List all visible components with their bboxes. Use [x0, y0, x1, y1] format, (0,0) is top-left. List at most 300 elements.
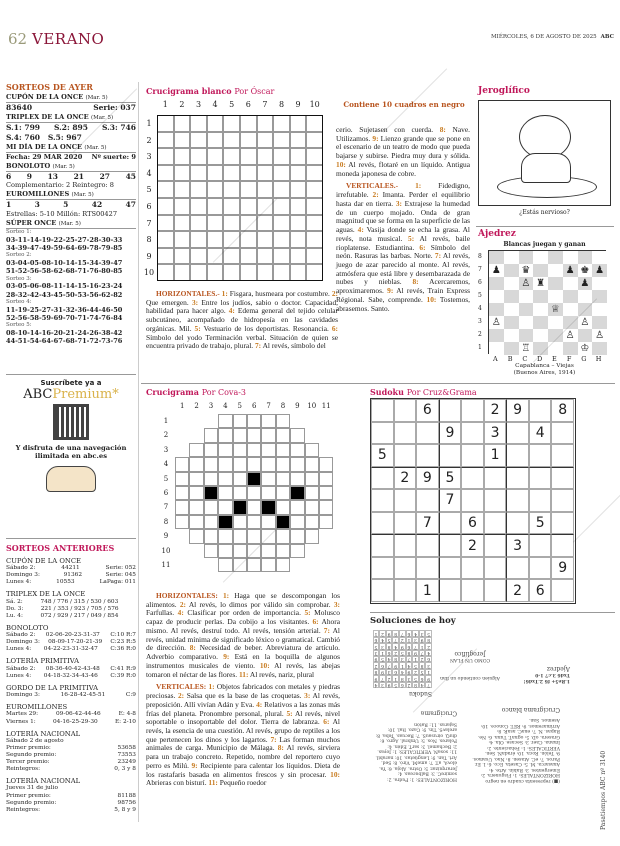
crossword-cell[interactable]	[175, 500, 189, 514]
solution-cell: 6	[394, 669, 398, 675]
crossword-cell[interactable]	[319, 472, 333, 486]
crossword-cell[interactable]	[261, 443, 275, 457]
sudoku-cell[interactable]	[551, 422, 574, 445]
sudoku-cell[interactable]	[416, 444, 439, 467]
sudoku-cell[interactable]	[394, 489, 417, 512]
row-number: 2	[146, 135, 152, 145]
chess-square	[504, 329, 519, 342]
chess-square	[563, 303, 578, 316]
crossword-cell[interactable]	[233, 428, 247, 442]
chess-square	[548, 251, 563, 264]
crossword-cell[interactable]	[290, 544, 304, 558]
section-title: VERANO	[32, 30, 105, 48]
crossword-cell[interactable]	[247, 486, 261, 500]
crossword-cell[interactable]	[276, 457, 290, 471]
solution-cell: 4	[387, 656, 391, 662]
cova-horizontales: HORIZONTALES: 1: Haga que se descompongan los alimentos. 2: Al revés, lo dimos por válido sin comprobar. 3: Farfullas. 4: Clasificar por orden de importancia. 5: Molusco capaz de producir perlas. Da cobijo a los visitantes. 6: Ahora mismo. Al revés, destruí todo. Al revés, tensión arterial. 7: Al revés, unidad mínima de significado léxico o gramatical. Cambió de dirección. 8: Necesidad de beber. Abreviatura de artículo. Adverbio comparativo. 9: Está en la boquilla de algunos instrumentos musicales de viento. 10: Al revés, las abejas tomaron el néctar de las flores. 11: Al revés, nariz, plural	[146, 591, 340, 679]
crossword-cell[interactable]	[276, 544, 290, 558]
sudoku-cell[interactable]	[529, 399, 552, 422]
crossword-cell[interactable]	[218, 544, 232, 558]
result-cell: 072 / 929 / 217 / 049 / 854	[40, 612, 119, 619]
sudoku-cell[interactable]	[394, 422, 417, 445]
sudoku-cell[interactable]	[439, 399, 462, 422]
sudoku-cell[interactable]	[394, 512, 417, 535]
chess-board[interactable]	[488, 250, 606, 354]
crossword-cell[interactable]	[204, 428, 218, 442]
sudoku-cell[interactable]	[484, 467, 507, 490]
jeroglifico-title: Jeroglífico	[478, 86, 530, 96]
crossword-cell[interactable]	[276, 500, 290, 514]
crossword-cell[interactable]	[189, 486, 203, 500]
chess-square	[533, 277, 548, 290]
result-cell: Sábado 2:	[6, 565, 36, 572]
crossword-cell[interactable]	[204, 515, 218, 529]
result-block	[6, 730, 136, 774]
chess-square	[578, 251, 593, 264]
crossword-cell[interactable]	[247, 414, 261, 428]
sudoku-cell[interactable]: 6	[461, 512, 484, 535]
crossword-cell[interactable]	[276, 472, 290, 486]
row-number: 3	[146, 152, 152, 162]
sudoku-cell[interactable]	[371, 512, 394, 535]
row-number: 7	[163, 503, 169, 512]
crossword-cell[interactable]	[204, 544, 218, 558]
crossword-cell[interactable]	[247, 515, 261, 529]
crossword-cell[interactable]	[218, 443, 232, 457]
sudoku-cell[interactable]	[461, 422, 484, 445]
chess-piece-g1: ♔	[580, 343, 590, 354]
crossword-cell[interactable]	[276, 558, 290, 572]
crossword-cell[interactable]	[319, 486, 333, 500]
crossword-cell[interactable]	[233, 414, 247, 428]
crossword-cell[interactable]	[189, 515, 203, 529]
sudoku-cell[interactable]: 8	[551, 399, 574, 422]
section-heading: SORTEOS DE AYER	[6, 82, 93, 92]
divider	[141, 383, 341, 384]
crossword-cell[interactable]	[204, 472, 218, 486]
solution-cell: 5	[420, 669, 424, 675]
brand: ABC	[600, 34, 614, 40]
sudoku-cell[interactable]	[461, 467, 484, 490]
cova-clues	[146, 592, 340, 788]
column-number: 6	[251, 402, 257, 410]
jeroglifico-caption: ¿Estás nervioso?	[519, 209, 570, 216]
crossword-cell[interactable]	[261, 457, 275, 471]
crossword-cell[interactable]	[276, 414, 290, 428]
bonoloto-extra: Complementario: 2 Reintegro: 8	[6, 181, 114, 190]
sudoku-cell[interactable]	[394, 579, 417, 602]
crossword-cell[interactable]	[218, 529, 232, 543]
sudoku-cell[interactable]	[416, 557, 439, 580]
solution-cell: 3	[374, 650, 378, 655]
sudoku-cell[interactable]: 9	[439, 422, 462, 445]
chess-square	[592, 329, 607, 342]
crossword-cell[interactable]	[290, 428, 304, 442]
crossword-cell[interactable]	[290, 472, 304, 486]
solution-cell: 8	[374, 669, 378, 675]
sudoku-cell[interactable]: 2	[461, 534, 484, 557]
sudoku-cell[interactable]: 7	[416, 512, 439, 535]
sudoku-cell[interactable]	[506, 444, 529, 467]
sudoku-cell[interactable]	[484, 579, 507, 602]
rank-label: 6	[478, 279, 482, 286]
chess-piece-g3: ♙	[580, 317, 590, 328]
solution-cell: 1	[407, 637, 411, 643]
sudoku-cell[interactable]	[439, 579, 462, 602]
crossword-cell[interactable]	[261, 414, 275, 428]
result-row	[6, 666, 136, 673]
column-number: 10	[309, 100, 320, 109]
solution-cell: 1	[374, 630, 378, 636]
crossword-cell[interactable]	[218, 457, 232, 471]
sorteo-numbers: 11-19-25-27-31-32-36-44-46-50	[6, 305, 123, 314]
row-number: 4	[146, 168, 152, 178]
premium-promo[interactable]	[6, 374, 136, 492]
chess-piece-g6: ♟	[580, 278, 590, 289]
crossword-cell[interactable]	[233, 443, 247, 457]
sudoku-cell[interactable]	[506, 422, 529, 445]
crossword-cell[interactable]	[290, 457, 304, 471]
column-number: 2	[179, 100, 185, 109]
result-row	[6, 572, 136, 579]
column-number: 8	[278, 100, 285, 109]
crossword-cell[interactable]	[233, 544, 247, 558]
sudoku-cell[interactable]: 1	[484, 444, 507, 467]
result-block	[6, 657, 136, 679]
crossword-cell[interactable]	[175, 472, 189, 486]
sudoku-cell[interactable]	[551, 467, 574, 490]
sudoku-cell[interactable]: 3	[484, 422, 507, 445]
crossword-cell[interactable]	[204, 486, 218, 500]
crossword-cell[interactable]	[233, 486, 247, 500]
rank-label: 7	[478, 266, 482, 273]
solution-cell: 6	[387, 650, 391, 655]
sudoku-cell[interactable]	[506, 512, 529, 535]
sudoku-cell[interactable]	[529, 467, 552, 490]
chess-square	[489, 290, 504, 303]
jeroglifico-solution: Alguien contiendo un flan COMO UN FLAN Jeroglífico	[440, 650, 500, 681]
solution-cell: 5	[427, 630, 431, 636]
crossword-cell[interactable]	[305, 515, 319, 529]
crossword-cell[interactable]	[319, 515, 333, 529]
solution-cell: 3	[387, 669, 391, 675]
sudoku-cell[interactable]	[394, 399, 417, 422]
chess-square	[548, 264, 563, 277]
crossword-cell[interactable]	[290, 515, 304, 529]
sudoku-cell[interactable]	[551, 534, 574, 557]
crossword-cell[interactable]	[261, 428, 275, 442]
sudoku-cell[interactable]	[551, 444, 574, 467]
solution-cell: 4	[420, 682, 424, 687]
row-number: 5	[163, 474, 169, 483]
sudoku-cell[interactable]	[371, 422, 394, 445]
crossword-cell[interactable]	[290, 486, 304, 500]
sudoku-cell[interactable]: 2	[394, 467, 417, 490]
qr-code-icon[interactable]	[53, 404, 89, 440]
crossword-cell[interactable]	[233, 472, 247, 486]
sorteo-label: Sorteo 4:	[6, 298, 32, 305]
result-row	[6, 579, 136, 586]
sudoku-cell[interactable]	[461, 489, 484, 512]
sudoku-cell[interactable]: 4	[529, 422, 552, 445]
result-row	[6, 752, 136, 759]
sudoku-cell[interactable]: 6	[529, 579, 552, 602]
crossword-cell[interactable]	[261, 544, 275, 558]
crossword-cell[interactable]	[261, 486, 275, 500]
solution-cell: 8	[394, 656, 398, 662]
sudoku-cell[interactable]	[461, 557, 484, 580]
chess-square	[578, 277, 593, 290]
sudoku-solution	[372, 630, 432, 688]
row-number: 10	[161, 546, 171, 555]
solution-cell: 5	[414, 662, 417, 668]
sudoku-cell[interactable]: 5	[371, 444, 394, 467]
solution-cell: 9	[387, 630, 391, 636]
sudoku-grid[interactable]	[370, 398, 576, 604]
sudoku-cell[interactable]	[371, 534, 394, 557]
crossword-cell[interactable]	[305, 486, 319, 500]
crossword-cell[interactable]	[189, 529, 203, 543]
sudoku-cell[interactable]	[439, 557, 462, 580]
crossword-cell[interactable]	[204, 529, 218, 543]
crossword-cell[interactable]	[218, 486, 232, 500]
crossword-cell[interactable]	[233, 457, 247, 471]
triplex-row: S.4: 760 S.5: 967	[6, 132, 82, 142]
block-heading: LOTERÍA NACIONAL	[6, 777, 81, 786]
result-block	[6, 703, 136, 725]
column-number: 8	[280, 402, 286, 410]
column-number: 4	[212, 100, 218, 109]
chess-piece-c1: ♖	[521, 343, 531, 354]
pasatiempos-issue: Pasatiempos ABC nº 3140	[600, 750, 607, 830]
result-cell: LaPaga: 011	[99, 579, 136, 586]
crossword-cell[interactable]	[247, 558, 261, 572]
solution-cell: 5	[400, 650, 404, 655]
sudoku-cell[interactable]: 9	[416, 467, 439, 490]
sudoku-cell[interactable]: 1	[416, 579, 439, 602]
crossword-cell[interactable]	[175, 486, 189, 500]
sudoku-cell[interactable]: 5	[439, 467, 462, 490]
crossword-cell[interactable]	[204, 443, 218, 457]
sudoku-cell[interactable]	[371, 467, 394, 490]
date-text: MIÉRCOLES, 6 DE AGOSTO DE 2025	[491, 34, 597, 40]
result-row	[6, 793, 136, 800]
crossword-cell[interactable]	[319, 457, 333, 471]
crossword-cell[interactable]	[189, 472, 203, 486]
crossword-cell[interactable]	[218, 500, 232, 514]
rank-label: 5	[478, 292, 482, 299]
solution-cell: 8	[407, 650, 411, 655]
promo-brand: ABCPremium*	[23, 387, 119, 402]
crossword-cell[interactable]	[305, 472, 319, 486]
sudoku-cell[interactable]: 9	[506, 399, 529, 422]
result-cell: Segundo premio:	[6, 751, 57, 758]
sudoku-cell[interactable]: 2	[506, 579, 529, 602]
sudoku-cell[interactable]	[506, 557, 529, 580]
crossword-cell[interactable]	[218, 428, 232, 442]
crossword-cell[interactable]	[247, 529, 261, 543]
chess-piece-f2: ♙	[565, 330, 575, 341]
crucigrama-cova-title: Crucigrama Por Cova-3	[146, 387, 247, 397]
crossword-cell[interactable]	[261, 558, 275, 572]
sorteo-numbers: 03-11-14-19-22-25-27-28-30-33	[6, 235, 123, 244]
chess-square	[504, 342, 519, 355]
sudoku-cell[interactable]	[484, 557, 507, 580]
sudoku-cell[interactable]	[416, 489, 439, 512]
solution-cell: 7	[407, 656, 411, 662]
crossword-cell[interactable]	[247, 428, 261, 442]
sudoku-cell[interactable]	[461, 444, 484, 467]
sudoku-cell[interactable]	[529, 444, 552, 467]
rank-label: 8	[478, 253, 482, 260]
result-cell: Primer premio:	[6, 792, 51, 799]
crossword-cell[interactable]	[218, 414, 232, 428]
result-cell: C:9	[125, 692, 136, 699]
result-cell: E: 4-8	[118, 711, 136, 718]
crossword-cell[interactable]	[189, 457, 203, 471]
crossword-cell[interactable]	[276, 428, 290, 442]
result-cell: Reintegros:	[6, 766, 41, 773]
sudoku-cell[interactable]	[394, 534, 417, 557]
super-heading: SÚPER ONCE (Mar. 5)	[6, 219, 136, 229]
crossword-cell[interactable]	[319, 500, 333, 514]
column-number: 3	[195, 100, 202, 109]
sudoku-cell[interactable]	[506, 489, 529, 512]
row-number: 4	[163, 460, 169, 469]
crossword-cell[interactable]	[204, 500, 218, 514]
solution-cell: 8	[414, 682, 417, 687]
crossword-cell[interactable]	[305, 529, 319, 543]
row-number: 3	[163, 445, 169, 454]
crossword-cell[interactable]	[290, 529, 304, 543]
result-block	[6, 777, 136, 814]
result-row	[6, 673, 136, 680]
sudoku-cell[interactable]	[371, 579, 394, 602]
result-row	[6, 745, 136, 752]
crossword-cell[interactable]	[276, 529, 290, 543]
result-cell: Serie: 052	[105, 565, 136, 572]
crossword-cell[interactable]	[247, 457, 261, 471]
crossword-cell[interactable]	[247, 500, 261, 514]
crossword-cell[interactable]	[305, 500, 319, 514]
sudoku-cell[interactable]	[416, 534, 439, 557]
chess-square	[578, 264, 593, 277]
sudoku-cell[interactable]	[484, 512, 507, 535]
crossword-cell[interactable]	[261, 515, 275, 529]
crossword-cell[interactable]	[189, 443, 203, 457]
sudoku-cell[interactable]	[394, 444, 417, 467]
solution-cell: 3	[420, 630, 424, 636]
sudoku-cell[interactable]	[394, 557, 417, 580]
crossword-cell[interactable]	[218, 472, 232, 486]
solution-cell: 6	[407, 630, 411, 636]
sudoku-cell[interactable]: 2	[484, 399, 507, 422]
chess-square	[489, 329, 504, 342]
crossword-cell[interactable]	[290, 443, 304, 457]
result-cell: Do. 3:	[6, 605, 24, 612]
soluciones-title: Soluciones de hoy	[370, 616, 456, 626]
crossword-cell[interactable]	[276, 486, 290, 500]
result-cell: 04-16-25-29-30	[52, 718, 98, 725]
chess-square	[489, 342, 504, 355]
crossword-cell[interactable]	[305, 457, 319, 471]
crossword-cell[interactable]	[276, 443, 290, 457]
result-row	[6, 807, 136, 814]
sudoku-cell[interactable]	[439, 444, 462, 467]
solution-cell: 8	[427, 637, 431, 643]
sorteo-numbers: 08-10-14-16-20-21-24-26-38-42	[6, 329, 123, 338]
sudoku-cell[interactable]	[416, 422, 439, 445]
sudoku-cell[interactable]: 3	[506, 534, 529, 557]
result-cell: Sábado 2:	[6, 665, 36, 672]
chess-square	[548, 303, 563, 316]
crossword-cell[interactable]	[233, 529, 247, 543]
crossword-cell[interactable]	[189, 500, 203, 514]
solution-cell: 4	[394, 643, 398, 649]
sudoku-cell[interactable]	[484, 489, 507, 512]
sudoku-cell[interactable]	[461, 399, 484, 422]
sudoku-cell[interactable]: 9	[551, 557, 574, 580]
sudoku-cell[interactable]	[529, 489, 552, 512]
sudoku-cell[interactable]	[506, 467, 529, 490]
sudoku-cell[interactable]	[484, 534, 507, 557]
chess-square	[504, 277, 519, 290]
result-cell: C:39 R:0	[110, 672, 136, 679]
crossword-cell[interactable]	[218, 515, 232, 529]
crossword-cell[interactable]	[261, 500, 275, 514]
midia-result: Fecha: 29 MAR 2020 Nº suerte: 9	[6, 152, 136, 161]
euro-numbers: 1 3 5 42 47	[6, 200, 136, 210]
sudoku-cell[interactable]: 5	[529, 512, 552, 535]
solution-cell: 3	[427, 662, 431, 668]
result-cell: Sábado 2:	[6, 632, 36, 639]
chess-square	[592, 277, 607, 290]
crossword-cell[interactable]	[261, 472, 275, 486]
crossword-cell[interactable]	[247, 443, 261, 457]
sudoku-cell[interactable]	[551, 489, 574, 512]
crossword-cell[interactable]	[218, 558, 232, 572]
crossword-cell[interactable]	[233, 515, 247, 529]
cova-verticales: VERTICALES: 1: Objetos fabricados con metales y piedras preciosas. 2: Salsa que es la base de las croquetas. 3: Al revés, preposición. Allí vivían Adán y Eva. 4: Relativos a las zonas más frías del planeta. Pronombre personal, plural. 5: Al revés, nivel soportable o insoportable del dolor. Tierra de labranza. 6: Al revés, la esencia de una cuestión. Al revés, grupo de reptiles a los que pertenecen los dinos y los lagartos. 7: Las forman muchos animales de carga. Municipio de Málaga. 8: Al revés, sirviera para un trabajo concreto. Repetido, nombre del reportero cuyo perro es Milú. 9: Recipiente para calentar los líquidos. Dieta de los rastafaris basada en alimentos frescos y sin procesar. 10: Abrieras con bisturí. 11: Pequeño roedor	[146, 682, 340, 788]
crossword-cell[interactable]	[247, 472, 261, 486]
divider	[340, 383, 615, 384]
row-number: 2	[163, 431, 169, 440]
sudoku-cell[interactable]	[529, 557, 552, 580]
sudoku-cell[interactable]: 7	[439, 489, 462, 512]
sudoku-cell[interactable]	[439, 534, 462, 557]
crossword-cell[interactable]	[175, 457, 189, 471]
crossword-cell[interactable]	[305, 443, 319, 457]
sudoku-cell[interactable]	[551, 579, 574, 602]
sudoku-cell[interactable]	[371, 489, 394, 512]
sudoku-cell[interactable]	[529, 534, 552, 557]
crossword-cell[interactable]	[290, 500, 304, 514]
sudoku-cell[interactable]	[371, 399, 394, 422]
crossword-cell[interactable]	[204, 457, 218, 471]
chess-square	[533, 251, 548, 264]
crossword-cell[interactable]	[175, 515, 189, 529]
solution-cell: 2	[387, 675, 391, 681]
crossword-cell[interactable]	[233, 500, 247, 514]
sudoku-cell[interactable]	[371, 557, 394, 580]
sudoku-cell[interactable]	[439, 512, 462, 535]
sudoku-cell[interactable]: 6	[416, 399, 439, 422]
solution-cell: 5	[414, 675, 417, 681]
chess-square	[519, 277, 534, 290]
sudoku-cell[interactable]	[461, 579, 484, 602]
sudoku-cell[interactable]	[551, 512, 574, 535]
cupon-result: 83640 Serie: 037	[6, 102, 136, 112]
